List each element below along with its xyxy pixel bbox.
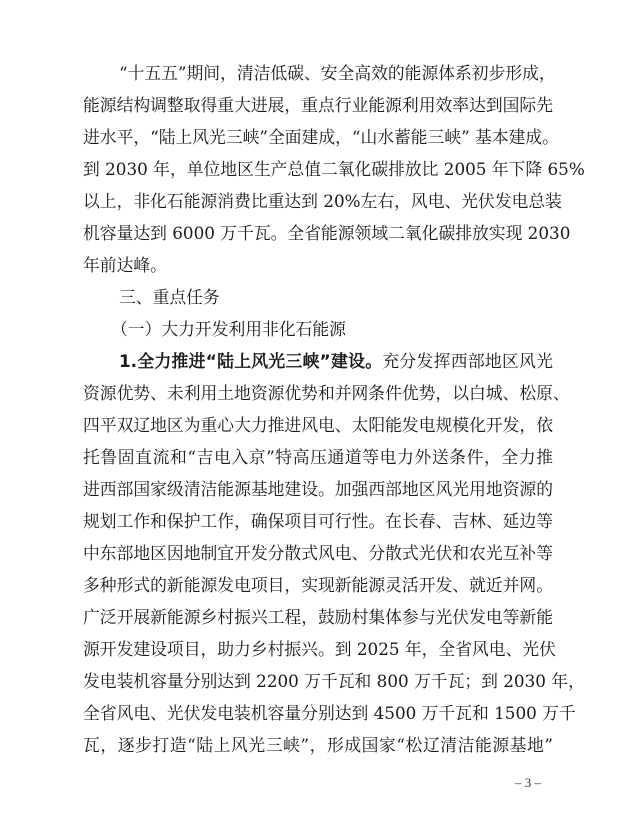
paragraph-line: 进西部国家级清洁能源基地建设。加强西部地区风光用地资源的 <box>83 479 553 499</box>
paragraph-line: 托鲁固直流和“吉电入京”特高压通道等电力外送条件，全力推 <box>83 447 553 467</box>
item-bold-lead: 1.全力推进“陆上风光三峡”建设。 <box>119 351 383 371</box>
paragraph-line: 能源结构调整取得重大进展，重点行业能源利用效率达到国际先 <box>83 95 553 115</box>
paragraph-line: 四平双辽地区为重心大力推进风电、太阳能发电规模化开发，依 <box>83 415 553 435</box>
item-first-line-text: 充分发挥西部地区风光 <box>382 351 553 371</box>
paragraph-line: 机容量达到 6000 万千瓦。全省能源领域二氧化碳排放实现 2030 <box>83 223 571 243</box>
paragraph-line: 到 2030 年，单位地区生产总值二氧化碳排放比 2005 年下降 65% <box>83 159 585 179</box>
section-heading: 三、重点任务 <box>119 287 220 307</box>
document-body <box>83 57 585 761</box>
paragraph-line: 源开发建设项目，助力乡村振兴。到 2025 年，全省风电、光伏 <box>83 639 556 659</box>
paragraph-line: “十五五”期间，清洁低碳、安全高效的能源体系初步形成， <box>119 63 556 83</box>
paragraph-line: 中东部地区因地制宜开发分散式风电、分散式光伏和农光互补等 <box>83 543 553 563</box>
paragraph-line: 进水平，“陆上风光三峡”全面建成，“山水蓄能三峡” 基本建成。 <box>83 127 559 147</box>
paragraph-line: 资源优势、未利用土地资源优势和并网条件优势，以白城、松原、 <box>83 383 570 403</box>
paragraph-line: 规划工作和保护工作，确保项目可行性。在长春、吉林、延边等 <box>83 511 553 531</box>
paragraph-line: 以上，非化石能源消费比重达到 20%左右，风电、光伏发电总装 <box>83 191 562 211</box>
item-first-line <box>83 345 553 377</box>
paragraph-line: 年前达峰。 <box>83 255 167 275</box>
paragraph-line: 全省风电、光伏发电装机容量分别达到 4500 万千瓦和 1500 万千 <box>83 703 576 723</box>
paragraph-line: 多种形式的新能源发电项目，实现新能源灵活开发、就近并网。 <box>83 575 553 595</box>
paragraph-line: 广泛开展新能源乡村振兴工程，鼓励村集体参与光伏发电等新能 <box>83 607 553 627</box>
page-number: – 3 – <box>515 775 541 790</box>
subsection-heading: （一）大力开发利用非化石能源 <box>111 319 346 339</box>
paragraph-line: 发电装机容量分别达到 2200 万千瓦和 800 万千瓦；到 2030 年， <box>83 671 585 691</box>
paragraph-line: 瓦，逐步打造“陆上风光三峡”，形成国家“松辽清洁能源基地” <box>83 735 553 755</box>
